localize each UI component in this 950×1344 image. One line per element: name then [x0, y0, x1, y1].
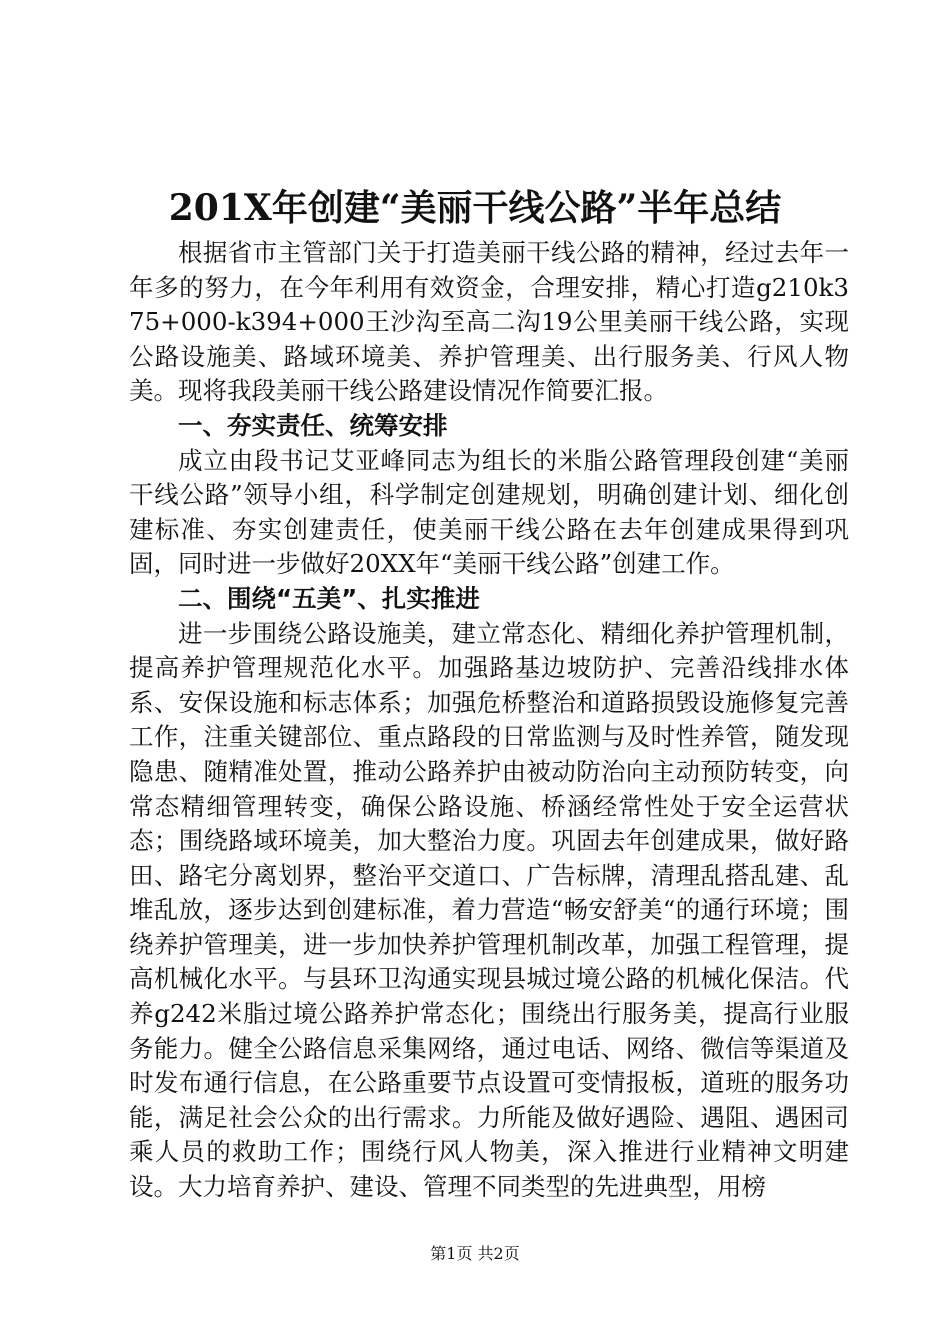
intro-paragraph: 根据省市主管部门关于打造美丽干线公路的精神，经过去年一年多的努力，在今年利用有效资金，合理安排，精心打造g210k375+000-k394+000王沙沟至高二沟19公里美丽干线公路，实现公路设施美、路域环境美、养护管理美、出行服务美、行风人物美。现将我段美丽干线公路建设情况作简要汇报。 [129, 238, 849, 406]
section-heading-2: 二、围绕“五美”、扎实推进 [178, 583, 480, 613]
section-body-2: 进一步围绕公路设施美，建立常态化、精细化养护管理机制，提高养护管理规范化水平。加强路基边坡防护、完善沿线排水体系、安保设施和标志体系；加强危桥整治和道路损毁设施修复完善工作，注重关键部位、重点路段的日常监测与及时性养管，随发现隐患、随精准处置，推动公路养护由被动防治向主动预防转变，向常态精细管理转变，确保公路设施、桥涵经常性处于安全运营状态；围绕路域环境美，加大整治力度。巩固去年创建成果，做好路田、路宅分离划界，整治平交道口、广告标牌，清理乱搭乱建、乱堆乱放，逐步达到创建标准，着力营造“畅安舒美“的通行环境；围绕养护管理美，进一步加快养护管理机制改革，加强工程管理，提高机械化水平。与县环卫沟通实现县城过境公路的机械化保洁。代养g242米脂过境公路养护常态化；围绕出行服务美，提高行业服务能力。健全公路信息采集网络，通过电话、网络、微信等渠道及时发布通行信息，在公路重要节点设置可变情报板，道班的服务功能，满足社会公众的出行需求。力所能及做好遇险、遇阻、遇困司乘人员的救助工作；围绕行风人物美，深入推进行业精神文明建设。大力培育养护、建设、管理不同类型的先进典型，用榜 [129, 618, 849, 1202]
document-title: 201X年创建“美丽干线公路”半年总结 [168, 187, 782, 229]
section-heading-1: 一、夯实责任、统筹安排 [178, 410, 448, 440]
page-footer: 第1页 共2页 [430, 1244, 520, 1263]
document-body [129, 236, 849, 1205]
section-body-1: 成立由段书记艾亚峰同志为组长的米脂公路管理段创建“美丽干线公路”领导小组，科学制定创建规划，明确创建计划、细化创建标准、夯实创建责任，使美丽干线公路在去年创建成果得到巩固，同时进一步做好20XX年“美丽干线公路”创建工作。 [129, 445, 849, 579]
